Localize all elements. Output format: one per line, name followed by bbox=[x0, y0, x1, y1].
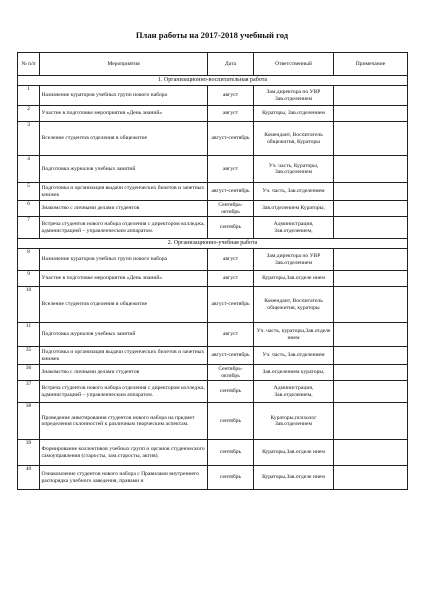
cell-date: август bbox=[208, 156, 254, 183]
cell-num: 40 bbox=[18, 466, 40, 490]
cell-responsible: Кураторы,Зав.отделе нием bbox=[254, 440, 334, 466]
cell-event: Подготовка журналов учебных занятий bbox=[40, 323, 208, 347]
cell-date: сентябрь bbox=[208, 381, 254, 403]
work-plan-table bbox=[17, 52, 408, 490]
cell-date: сентябрь bbox=[208, 466, 254, 490]
cell-responsible: Уч. часть, Зав.отделением bbox=[254, 183, 334, 201]
cell-date: август bbox=[208, 323, 254, 347]
cell-date: сентябрь bbox=[208, 217, 254, 239]
cell-responsible: Администрация, Зав.отделением, bbox=[254, 217, 334, 239]
cell-num: 2 bbox=[18, 106, 40, 122]
cell-num: 37 bbox=[18, 381, 40, 403]
cell-note bbox=[334, 201, 408, 217]
table-row bbox=[18, 271, 408, 287]
cell-note bbox=[334, 403, 408, 440]
cell-responsible: Зав.отделением кураторы, bbox=[254, 365, 334, 381]
section-row bbox=[18, 239, 408, 249]
cell-event: Проведение анкетирования студентов нового набора на предмет определения склонностей к различным творческим аспектам. bbox=[40, 403, 208, 440]
cell-date: сентябрь bbox=[208, 403, 254, 440]
table-row bbox=[18, 217, 408, 239]
cell-event: Знакомство с личными делами студентов bbox=[40, 201, 208, 217]
cell-responsible: Комендант, Воспитатель общежития, кураторы bbox=[254, 287, 334, 323]
cell-event: Участие в подготовке мероприятия «День знаний» bbox=[40, 271, 208, 287]
cell-num: 10 bbox=[18, 287, 40, 323]
cell-event: Назначение кураторов учебных групп нового набора bbox=[40, 86, 208, 106]
cell-event: Встреча студентов нового набора отделения с директором колледжа, администрацией – управленческим аппаратом. bbox=[40, 217, 208, 239]
cell-date: август-сентябрь bbox=[208, 122, 254, 156]
table-header-row bbox=[18, 53, 408, 76]
cell-num: 5 bbox=[18, 183, 40, 201]
table-row bbox=[18, 365, 408, 381]
cell-note bbox=[334, 365, 408, 381]
cell-num: 35 bbox=[18, 347, 40, 365]
cell-event: Подготовка журналов учебных занятий bbox=[40, 156, 208, 183]
cell-responsible: Кураторы,Зав.отделе нием bbox=[254, 271, 334, 287]
table-row bbox=[18, 183, 408, 201]
table-row bbox=[18, 347, 408, 365]
cell-note bbox=[334, 347, 408, 365]
cell-event: Встреча студентов нового набора отделения с директором колледжа, администрацией – управленческим аппаратом. bbox=[40, 381, 208, 403]
cell-responsible: Администрация, Зав.отделением, bbox=[254, 381, 334, 403]
cell-date: август-сентябрь bbox=[208, 347, 254, 365]
cell-note bbox=[334, 86, 408, 106]
cell-num: 8 bbox=[18, 249, 40, 271]
cell-event: Участие в подготовке мероприятия «День знаний» bbox=[40, 106, 208, 122]
cell-num: 7 bbox=[18, 217, 40, 239]
cell-note bbox=[334, 183, 408, 201]
cell-responsible: Уч. часть, Зав.отделением bbox=[254, 347, 334, 365]
header-responsible: Ответственный bbox=[254, 53, 334, 76]
section-row bbox=[18, 76, 408, 86]
header-note: Примечание bbox=[334, 53, 408, 76]
cell-num: 38 bbox=[18, 403, 40, 440]
cell-note bbox=[334, 440, 408, 466]
cell-num: 39 bbox=[18, 440, 40, 466]
cell-num: 9 bbox=[18, 271, 40, 287]
cell-date: Сентябрь-октябрь bbox=[208, 365, 254, 381]
table-row bbox=[18, 122, 408, 156]
cell-event: Знакомство с личными делами студентов bbox=[40, 365, 208, 381]
cell-date: август bbox=[208, 271, 254, 287]
cell-event: Назначение кураторов учебных групп нового набора bbox=[40, 249, 208, 271]
table-row bbox=[18, 466, 408, 490]
cell-date: август-сентябрь bbox=[208, 183, 254, 201]
cell-responsible: Кураторы,психолог Зав.отделением bbox=[254, 403, 334, 440]
table-body bbox=[18, 76, 408, 490]
table-row bbox=[18, 403, 408, 440]
header-event: Мероприятия bbox=[40, 53, 208, 76]
cell-responsible: Комендант, Воспитатель общежития, Кураторы bbox=[254, 122, 334, 156]
cell-note bbox=[334, 106, 408, 122]
cell-date: август bbox=[208, 106, 254, 122]
cell-event: Подготовка и организация выдачи студенческих билетов и зачетных книжек bbox=[40, 347, 208, 365]
cell-note bbox=[334, 249, 408, 271]
table-row bbox=[18, 287, 408, 323]
cell-num: 36 bbox=[18, 365, 40, 381]
cell-responsible: Уч. часть, кураторы,Зав.отделе нием bbox=[254, 323, 334, 347]
cell-date: август bbox=[208, 86, 254, 106]
cell-event: Подготовка и организация выдачи студенческих билетов и зачетных книжек bbox=[40, 183, 208, 201]
cell-note bbox=[334, 156, 408, 183]
cell-responsible: Зав.отделением Кураторы, bbox=[254, 201, 334, 217]
cell-responsible: Кураторы, Зав.отделением bbox=[254, 106, 334, 122]
cell-responsible: Зам.директора по УВР Зав.отделением bbox=[254, 249, 334, 271]
cell-num: 11 bbox=[18, 323, 40, 347]
cell-responsible: Кураторы,Зав.отделе нием bbox=[254, 466, 334, 490]
cell-date: Сентябрь-октябрь bbox=[208, 201, 254, 217]
cell-responsible: Зам.директора по УВР Зав.отделением bbox=[254, 86, 334, 106]
cell-num: 3 bbox=[18, 122, 40, 156]
cell-note bbox=[334, 381, 408, 403]
cell-note bbox=[334, 323, 408, 347]
cell-num: 4 bbox=[18, 156, 40, 183]
cell-date: август-сентябрь bbox=[208, 287, 254, 323]
cell-num: 1 bbox=[18, 86, 40, 106]
table-row bbox=[18, 249, 408, 271]
cell-event: Ознакомление студентов нового набора с Правилами внутреннего распорядка учебного заведения, правами и bbox=[40, 466, 208, 490]
table-row bbox=[18, 323, 408, 347]
cell-num: 6 bbox=[18, 201, 40, 217]
cell-note bbox=[334, 466, 408, 490]
cell-date: сентябрь bbox=[208, 440, 254, 466]
table-row bbox=[18, 106, 408, 122]
cell-event: Вселение студентов отделения в общежитие bbox=[40, 122, 208, 156]
header-num: № п/п bbox=[18, 53, 40, 76]
cell-date: август bbox=[208, 249, 254, 271]
section-title: 1. Организационно-воспитательная работа bbox=[18, 76, 408, 86]
table-row bbox=[18, 440, 408, 466]
document-title: План работы на 2017-2018 учебный год bbox=[135, 30, 289, 40]
cell-note bbox=[334, 271, 408, 287]
header-date: Дата bbox=[208, 53, 254, 76]
table-row bbox=[18, 86, 408, 106]
cell-note bbox=[334, 122, 408, 156]
section-title: 2. Организационно-учебная работа bbox=[18, 239, 408, 249]
cell-responsible: Уч. часть, Кураторы, Зав.отделением bbox=[254, 156, 334, 183]
cell-note bbox=[334, 217, 408, 239]
table-row bbox=[18, 156, 408, 183]
table-row bbox=[18, 381, 408, 403]
cell-event: Вселение студентов отделения в общежитие bbox=[40, 287, 208, 323]
cell-event: Формирование коллективов учебных групп и органов студенческого самоуправления (старосты, зам.старосты, актив). bbox=[40, 440, 208, 466]
table-row bbox=[18, 201, 408, 217]
cell-note bbox=[334, 287, 408, 323]
